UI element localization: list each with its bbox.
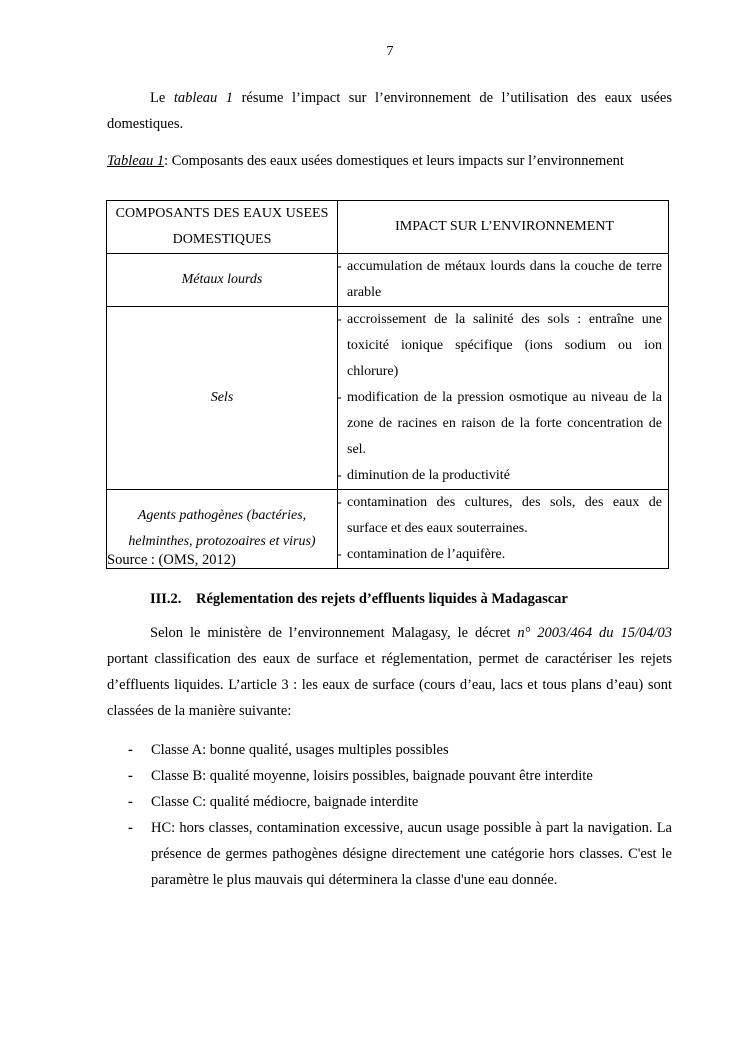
impact-cell [338,490,669,569]
list-item [107,815,672,893]
list-item [107,789,672,815]
impact-cell [338,307,669,490]
body-text-before: Selon le ministère de l’environnement Malagasy, le décret [150,625,518,641]
component-cell: Sels [107,307,338,490]
table-row [107,307,669,490]
bullet-dash: - [128,820,133,836]
section-heading [150,589,568,609]
bullet-dash: - [128,768,133,784]
bullet-dash: - [128,794,133,810]
impacts-table [106,200,669,569]
table-source: Source : (OMS, 2012) [107,552,236,568]
body-paragraph [107,620,672,724]
intro-text-before: Le [150,90,174,106]
section-title: Réglementation des rejets d’effluents liquides à Madagascar [196,591,568,607]
list-item [107,763,672,789]
component-cell: Métaux lourds [107,254,338,307]
bullet-dash: - [128,742,133,758]
impact-item: - modification de la pression osmotique au niveau de la zone de racines en raison de la forte concentration de sel. [347,385,662,463]
impact-item: - accroissement de la salinité des sols : entraîne une toxicité ionique spécifique (ions sodium ou ion chlorure) [347,307,662,385]
intro-table-ref: tableau 1 [173,90,234,106]
impact-item: - contamination de l’aquifère. [347,542,662,568]
decree-reference: n° 2003/464 du 15/04/03 [517,625,672,641]
body-text-after: portant classification des eaux de surface et réglementation, permet de caractériser les rejets d’effluents liquides. L’article 3 : les eaux de surface (cours d’eau, lacs et tous plans d’eau) sont classées de la manière suivante: [107,651,672,719]
list-item [107,737,672,763]
intro-paragraph [107,85,672,137]
water-classes-list [107,737,672,893]
impact-cell [338,254,669,307]
table-caption-label: Tableau 1 [107,153,165,169]
header-impact: IMPACT SUR L’ENVIRONNEMENT [338,201,669,254]
table-row [107,254,669,307]
class-text: HC: hors classes, contamination excessive, aucun usage possible à part la navigation. La présence de germes pathogènes désigne directement une catégorie hors classes. C'est le paramètre le plus mauvais qui déterminera la classe d'une eau donnée. [151,820,672,888]
class-text: Classe A: bonne qualité, usages multiples possibles [151,742,449,758]
header-components: COMPOSANTS DES EAUX USEES DOMESTIQUES [107,201,338,254]
class-text: Classe C: qualité médiocre, baignade interdite [151,794,419,810]
table-header-row [107,201,669,254]
impact-item: - contamination des cultures, des sols, des eaux de surface et des eaux souterraines. [347,490,662,542]
section-number: III.2. [150,591,182,607]
page-number: 7 [386,44,394,59]
impact-item: - accumulation de métaux lourds dans la couche de terre arable [347,254,662,306]
table-caption [107,151,707,171]
table-caption-text: : Composants des eaux usées domestiques et leurs impacts sur l’environnement [164,153,624,169]
class-text: Classe B: qualité moyenne, loisirs possibles, baignade pouvant être interdite [151,768,593,784]
impact-item: - diminution de la productivité [347,463,662,489]
component-cell: Agents pathogènes (bactéries, helminthes, protozoaires et virus) [107,490,338,569]
intro-text-after: résume l’impact sur l’environnement de l’utilisation des eaux usées domestiques. [107,90,673,132]
